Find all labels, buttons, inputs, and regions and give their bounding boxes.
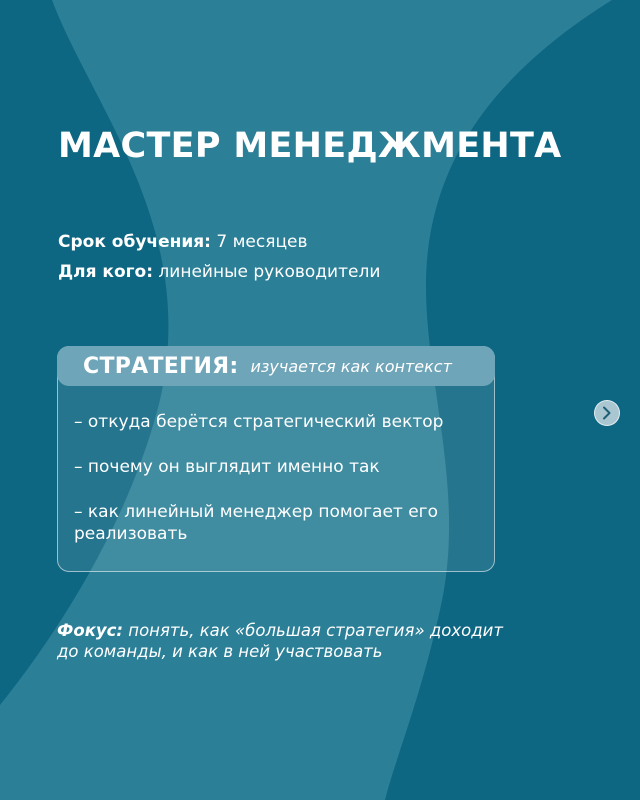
duration-label: Срок обучения: bbox=[58, 232, 211, 252]
strategy-card-list bbox=[74, 411, 484, 545]
next-slide-button[interactable] bbox=[594, 400, 620, 426]
duration-line bbox=[58, 230, 308, 254]
list-item: – как линейный менеджер помогает его реализовать bbox=[74, 502, 439, 544]
page-title: МАСТЕР МЕНЕДЖМЕНТА bbox=[58, 126, 562, 166]
focus-label: Фокус: bbox=[57, 621, 124, 640]
strategy-card bbox=[57, 346, 495, 572]
strategy-card-subtitle: изучается как контекст bbox=[250, 356, 452, 376]
chevron-right-icon bbox=[601, 406, 613, 420]
duration-value: 7 месяцев bbox=[216, 232, 308, 252]
list-item: – откуда берётся стратегический вектор bbox=[74, 412, 444, 432]
focus-note bbox=[57, 620, 527, 662]
audience-label: Для кого: bbox=[58, 262, 154, 282]
audience-value: линейные руководители bbox=[158, 262, 381, 282]
list-item: – почему он выглядит именно так bbox=[74, 457, 380, 477]
focus-text: понять, как «большая стратегия» доходит до команды, и как в ней участвовать bbox=[57, 621, 503, 661]
strategy-card-title: СТРАТЕГИЯ: bbox=[83, 353, 239, 379]
strategy-card-header bbox=[57, 346, 495, 386]
audience-line bbox=[58, 260, 380, 284]
